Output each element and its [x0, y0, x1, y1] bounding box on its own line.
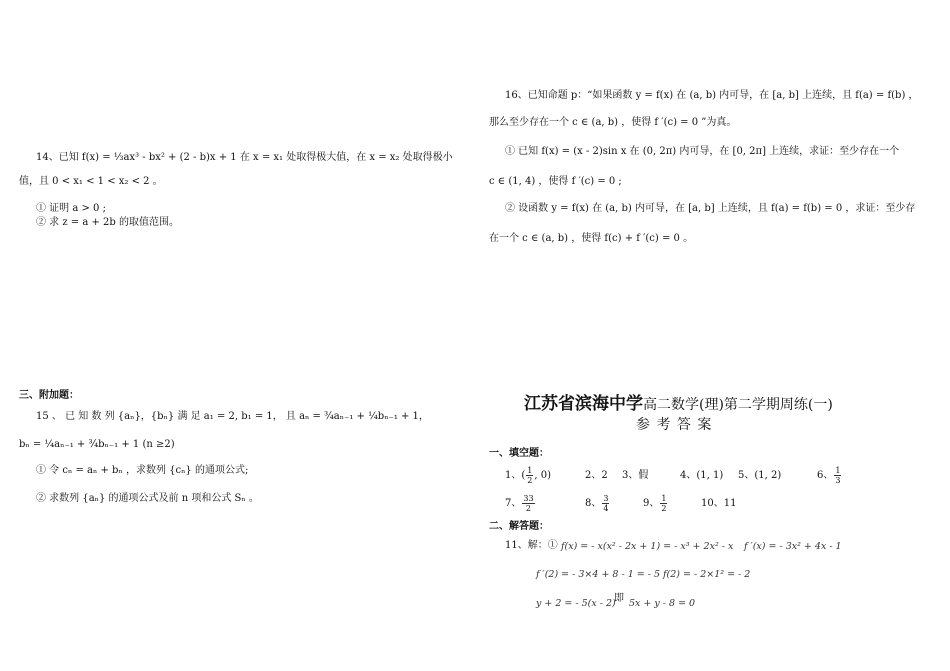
sol11-eq5: y + 2 = - 5(x - 2) [536, 598, 616, 609]
q14-part1: ① 证明 a > 0 ; [36, 203, 106, 214]
sol11-eq3: f ′(2) = - 3×4 + 8 - 1 = - 5 [536, 569, 661, 580]
q16-line2: 那么至少存在一个 c ∈ (a, b) ，使得 f ′(c) = 0 ”为真。 [489, 117, 737, 128]
sol11-eq2: f ′(x) = - 3x² + 4x - 1 [744, 541, 842, 552]
q16-part1-line1: ① 已知 f(x) = (x - 2)sin x 在 (0, 2π) 内可导，在 [0, 2π] 上连续，求证：至少存在一个 [505, 146, 900, 157]
q16-line1: 16、已知命题 p：“如果函数 y = f(x) 在 (a, b) 内可导，在 [a, b] 上连续，且 f(a) = f(b) ， [505, 90, 919, 101]
sol11-eq4: f(2) = - 2×1² = - 2 [663, 569, 751, 580]
answer-10: 10、11 [701, 498, 737, 509]
answers-title-school: 江苏省滨海中学 [524, 394, 643, 414]
sol11-label: 11、解：① [505, 540, 558, 551]
q16-part1-line2: c ∈ (1, 4) ，使得 f ′(c) = 0 ; [489, 176, 622, 187]
answers-subtitle: 参 考 答 案 [636, 417, 713, 433]
answer-5: 5、(1, 2) [738, 470, 782, 481]
q14-part2: ② 求 z = a + 2b 的取值范围。 [36, 217, 180, 228]
sol11-ji: 即 [614, 593, 624, 604]
section3-heading: 三、附加题： [19, 390, 79, 401]
sol11-eq6: 5x + y - 8 = 0 [629, 598, 696, 609]
answers-title [524, 394, 833, 415]
answers-title-rest: 高二数学(理)第二学期周练(一) [643, 397, 833, 413]
answer-4: 4、(1, 1) [680, 470, 724, 481]
q14-line2: 值，且 0 < x₁ < 1 < x₂ < 2 。 [19, 176, 163, 187]
answer-2: 2、2 [585, 470, 608, 481]
answer-3: 3、假 [622, 470, 649, 481]
q14-line1: 14、已知 f(x) = ⅓ax³ - bx² + (2 - b)x + 1 在 x = x₁ 处取得极大值，在 x = x₂ 处取得极小 [36, 152, 453, 163]
q16-part2-line1: ② 设函数 y = f(x) 在 (a, b) 内可导，在 [a, b] 上连续，且 f(a) = f(b) = 0 ，求证：至少存 [505, 203, 916, 214]
answer-9: 9、 $\frac{1}{2}$ [643, 494, 667, 513]
answer-1: 1、( $\frac{1}{2}$ , 0) [505, 466, 551, 485]
q15-line2: bₙ = ¼aₙ₋₁ + ¾bₙ₋₁ + 1 (n ≥2) [19, 439, 175, 450]
answer-7: 7、 $\frac{33}{2}$ [505, 494, 534, 513]
answer-6: 6、 $\frac{1}{3}$ [817, 466, 841, 485]
q15-part1: ① 令 cₙ = aₙ + bₙ ，求数列 {cₙ} 的通项公式; [36, 465, 249, 476]
sol11-eq1: f(x) = - x(x² - 2x + 1) = - x³ + 2x² - x [561, 541, 734, 552]
answer-8: 8、 $\frac{3}{4}$ [585, 494, 609, 513]
q15-part2: ② 求数列 {aₙ} 的通项公式及前 n 项和公式 Sₙ 。 [36, 493, 259, 504]
q16-part2-line2: 在一个 c ∈ (a, b) ，使得 f(c) + f ′(c) = 0 。 [489, 233, 694, 244]
q15-line1: 15 、 已 知 数 列 {aₙ}，{bₙ} 满 足 a₁ = 2, b₁ = 1， 且 aₙ = ¾aₙ₋₁ + ¼bₙ₋₁ + 1， [36, 411, 429, 422]
section2-heading: 二、解答题： [489, 521, 549, 532]
section1-heading: 一、填空题： [489, 448, 549, 459]
